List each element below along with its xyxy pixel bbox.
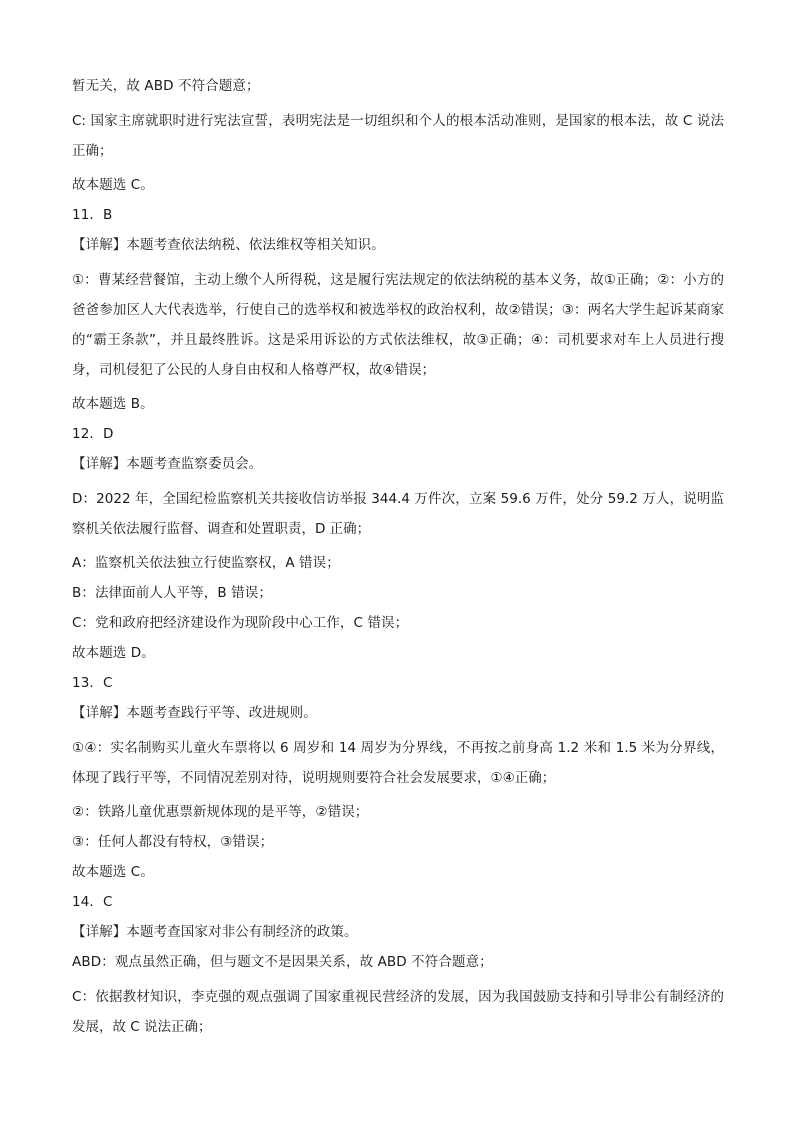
text-line: B：法律面前人人平等，B 错误； (72, 585, 272, 601)
text-paragraph: ①④：实名制购买儿童火车票将以 6 周岁和 14 周岁为分界线，不再按之前身高 1.2 米和 1.5 米为分界线，体现了践行平等，不同情况差别对待，说明规则要符合社会发展要求，①④正确； (72, 740, 724, 786)
explanation-heading: 【详解】本题考查践行平等、改进规则。 (72, 705, 317, 721)
explanation-heading: 【详解】本题考查国家对非公有制经济的政策。 (72, 924, 358, 940)
document-page (72, 76, 724, 1042)
text-paragraph: D：2022 年，全国纪检监察机关共接收信访举报 344.4 万件次，立案 59.6 万件，处分 59.2 万人，说明监察机关依法履行监督、调查和处置职责，D 正确； (72, 491, 724, 537)
question-number: 13．C (72, 675, 113, 691)
question-number: 11．B (72, 207, 113, 223)
explanation-heading: 【详解】本题考查依法纳税、依法维权等相关知识。 (72, 237, 385, 253)
text-paragraph: ①：曹某经营餐馆，主动上缴个人所得税，这是履行宪法规定的依法纳税的基本义务，故①正确；②：小方的爸爸参加区人大代表选举，行使自己的选举权和被选举权的政治权利，故②错误；③：两名大学生起诉某商家的“霸王条款”，并且最终胜诉。这是采用诉讼的方式依法维权，故③正确；④：司机要求对车上人员进行搜身，司机侵犯了公民的人身自由权和人格尊严权，故④错误； (72, 272, 724, 378)
text-line: ABD：观点虽然正确，但与题文不是因果关系，故 ABD 不符合题意； (72, 954, 493, 970)
question-number: 12．D (72, 426, 114, 442)
text-line: ②：铁路儿童优惠票新规体现的是平等，②错误； (72, 804, 369, 820)
text-line: 暂无关，故 ABD 不符合题意； (72, 78, 260, 94)
text-line: A：监察机关依法独立行使监察权，A 错误； (72, 555, 340, 571)
text-line: 故本题选 C。 (72, 864, 154, 880)
text-line: ③：任何人都没有特权，③错误； (72, 834, 274, 850)
text-line: C：党和政府把经济建设作为现阶段中心工作，C 错误； (72, 615, 409, 631)
text-paragraph: C: 国家主席就职时进行宪法宣誓，表明宪法是一切组织和个人的根本活动准则，是国家的根本法，故 C 说法正确； (72, 113, 724, 159)
text-line: 故本题选 B。 (72, 396, 154, 412)
text-line: 故本题选 D。 (72, 645, 155, 661)
text-line: 故本题选 C。 (72, 177, 154, 193)
question-number: 14．C (72, 894, 113, 910)
explanation-heading: 【详解】本题考查监察委员会。 (72, 456, 263, 472)
text-paragraph: C：依据教材知识，李克强的观点强调了国家重视民营经济的发展，因为我国鼓励支持和引导非公有制经济的发展，故 C 说法正确； (72, 989, 724, 1035)
